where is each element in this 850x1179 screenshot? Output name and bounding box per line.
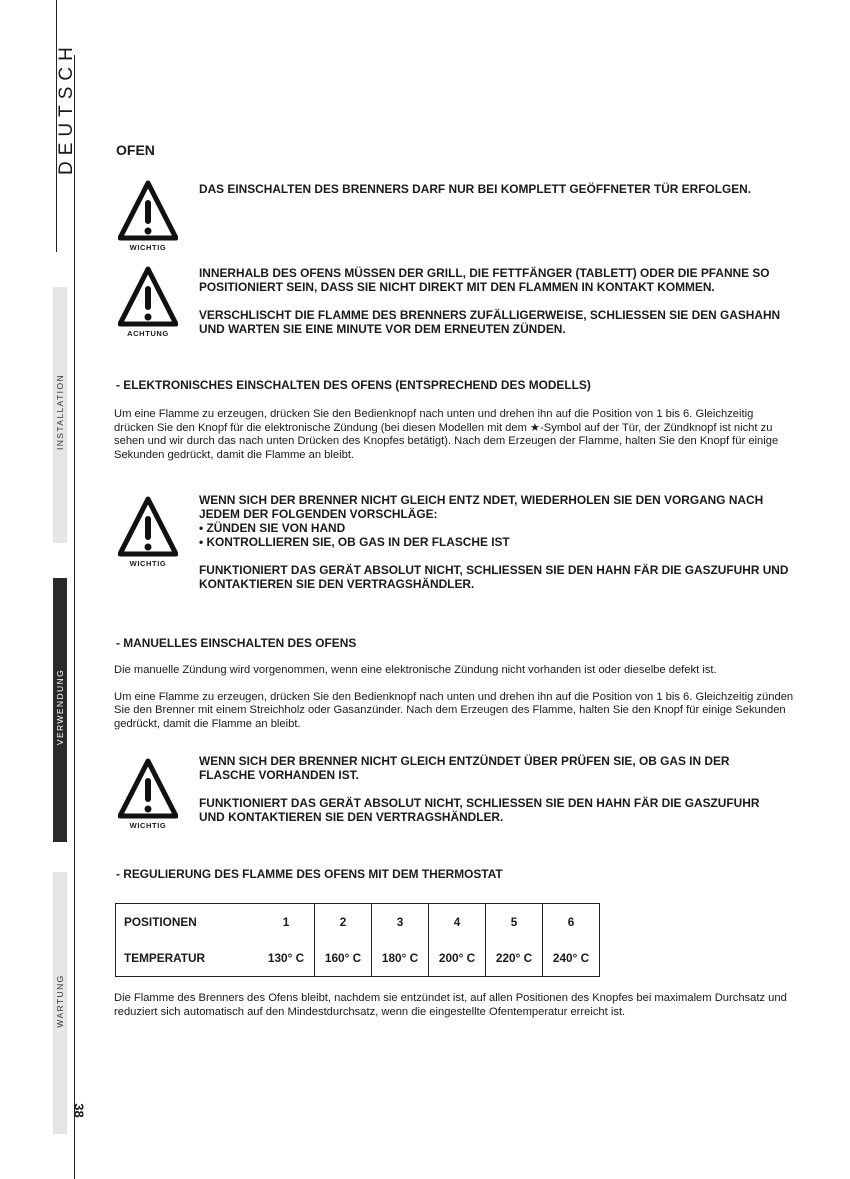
thermostat-table: [115, 903, 600, 977]
warning-triangle-icon: [118, 180, 178, 242]
warning-line: • ZÜNDEN SIE VON HAND: [199, 521, 346, 535]
section-text-electronic: [114, 408, 794, 462]
warning-label: WICHTIG: [129, 821, 167, 830]
section-text-manual: [114, 664, 804, 731]
table-row: [116, 904, 600, 941]
page-title: OFEN: [116, 142, 155, 158]
warning-label: WICHTIG: [129, 559, 167, 568]
warning-block-4: [116, 758, 180, 830]
warning-triangle-icon: [118, 496, 178, 558]
warning-text-3: [199, 493, 799, 591]
table-cell: 5: [486, 904, 543, 941]
warning-line: FUNKTIONIERT DAS GERÄT ABSOLUT NICHT, SCHLIESSEN SIE DEN HAHN FÄR DIE GASZUFUHR UND KONTAKTIEREN SIE DEN VERTRAGSHÄNDLER.: [199, 563, 789, 591]
table-cell: 180° C: [372, 940, 429, 977]
tab-wartung-label: WARTUNG: [55, 974, 65, 1028]
table-cell: 130° C: [258, 940, 315, 977]
table-cell: 4: [429, 904, 486, 941]
table-cell: 220° C: [486, 940, 543, 977]
table-cell: 160° C: [315, 940, 372, 977]
warning-label: ACHTUNG: [127, 329, 169, 338]
table-row: [116, 940, 600, 977]
section-heading-thermostat: - REGULIERUNG DES FLAMME DES OFENS MIT DEM THERMOSTAT: [116, 867, 503, 881]
warning-line: FUNKTIONIERT DAS GERÄT ABSOLUT NICHT, SCHLIESSEN SIE DEN HAHN FÄR DIE GASZUFUHR UND KONTAKTIEREN SIE DEN VERTRAGSHÄNDLER.: [199, 796, 760, 824]
warning-line: WENN SICH DER BRENNER NICHT GLEICH ENTZ NDET, WIEDERHOLEN SIE DEN VORGANG NACH JEDEM DER FOLGENDEN VORSCHLÄGE:: [199, 493, 764, 521]
table-cell: 3: [372, 904, 429, 941]
warning-triangle-icon: [118, 266, 178, 328]
section-text-thermostat-footer: [114, 992, 794, 1019]
tab-verwendung[interactable]: [53, 578, 67, 842]
warning-block-2: [116, 266, 180, 338]
warning-text-4: [199, 754, 784, 824]
warning-line: VERSCHLISCHT DIE FLAMME DES BRENNERS ZUFÄLLIGERWEISE, SCHLIESSEN SIE DEN GASHAHN UND WARTEN SIE EINE MINUTE VOR DEM ERNEUTEN ZÜNDEN.: [199, 308, 781, 336]
section-heading-electronic: - ELEKTRONISCHES EINSCHALTEN DES OFENS (ENTSPRECHEND DES MODELLS): [116, 378, 591, 392]
section-heading-manual: - MANUELLES EINSCHALTEN DES OFENS: [116, 636, 357, 650]
warning-text-2: [199, 266, 799, 336]
tab-installation-label: INSTALLATION: [55, 374, 65, 450]
paragraph: Die manuelle Zündung wird vorgenommen, wenn eine elektronische Zündung nicht vorhanden ist oder dieselbe defekt ist.: [114, 664, 717, 676]
tab-wartung[interactable]: [53, 872, 67, 1134]
warning-line: WENN SICH DER BRENNER NICHT GLEICH ENTZÜNDET ÜBER PRÜFEN SIE, OB GAS IN DER FLASCHE VORHANDEN IST.: [199, 754, 730, 782]
warning-label: WICHTIG: [129, 243, 167, 252]
paragraph: Die Flamme des Brenners des Ofens bleibt, nachdem sie entzündet ist, auf allen Positionen des Knopfes bei maximalem Durchsatz und reduziert sich automatisch auf den Mindestdurchsatz, wenn die eingestellte Ofentemperatur erreicht ist.: [114, 992, 787, 1018]
table-cell: 2: [315, 904, 372, 941]
page-number: 38: [71, 1103, 87, 1118]
table-cell: 6: [543, 904, 600, 941]
warning-triangle-icon: [118, 758, 178, 820]
language-label: DEUTSCH: [56, 41, 77, 175]
table-cell: 200° C: [429, 940, 486, 977]
warning-block-1: [116, 180, 180, 252]
paragraph: Um eine Flamme zu erzeugen, drücken Sie den Bedienknopf nach unten und drehen ihn auf die Position von 1 bis 6. Gleichzeitig zünden Sie den Brenner mit einem Streichholz oder Gasanzünder. Nach dem Erzeugen des Flamme, halten Sie den Knopf für einige Sekunden gedrückt, damit die Flamme an bleibt.: [114, 690, 794, 730]
table-cell: 240° C: [543, 940, 600, 977]
warning-line: INNERHALB DES OFENS MÜSSEN DER GRILL, DIE FETTFÄNGER (TABLETT) ODER DIE PFANNE SO POSITIONIERT SEIN, DASS SIE NICHT DIREKT MIT DEN FLAMMEN IN KONTAKT KOMMEN.: [199, 266, 770, 294]
table-row-label: TEMPERATUR: [116, 940, 259, 977]
paragraph: Um eine Flamme zu erzeugen, drücken Sie den Bedienknopf nach unten und drehen ihn auf die Position von 1 bis 6. Gleichzeitig drücken Sie den Knopf für die elektronische Zündung (bei diesen Modellen mit dem ★-Symbol auf der Tür, der Zündknopf ist nicht zu sehen und wir durch das nach unten Drücken des Knopfes betätigt). Nach dem Erzeugen der Flamme, halten Sie den Knopf für einige Sekunden gedrückt, damit die Flamme an bleibt.: [114, 408, 779, 461]
warning-line: DAS EINSCHALTEN DES BRENNERS DARF NUR BEI KOMPLETT GEÖFFNETER TÜR ERFOLGEN.: [199, 182, 752, 196]
tab-verwendung-label: VERWENDUNG: [55, 668, 65, 746]
warning-text-1: [199, 182, 789, 196]
warning-block-3: [116, 496, 180, 568]
warning-line: • KONTROLLIEREN SIE, OB GAS IN DER FLASCHE IST: [199, 535, 510, 549]
table-row-label: POSITIONEN: [116, 904, 259, 941]
table-cell: 1: [258, 904, 315, 941]
tab-installation[interactable]: [53, 287, 67, 543]
margin-rule-main: [74, 55, 75, 1179]
